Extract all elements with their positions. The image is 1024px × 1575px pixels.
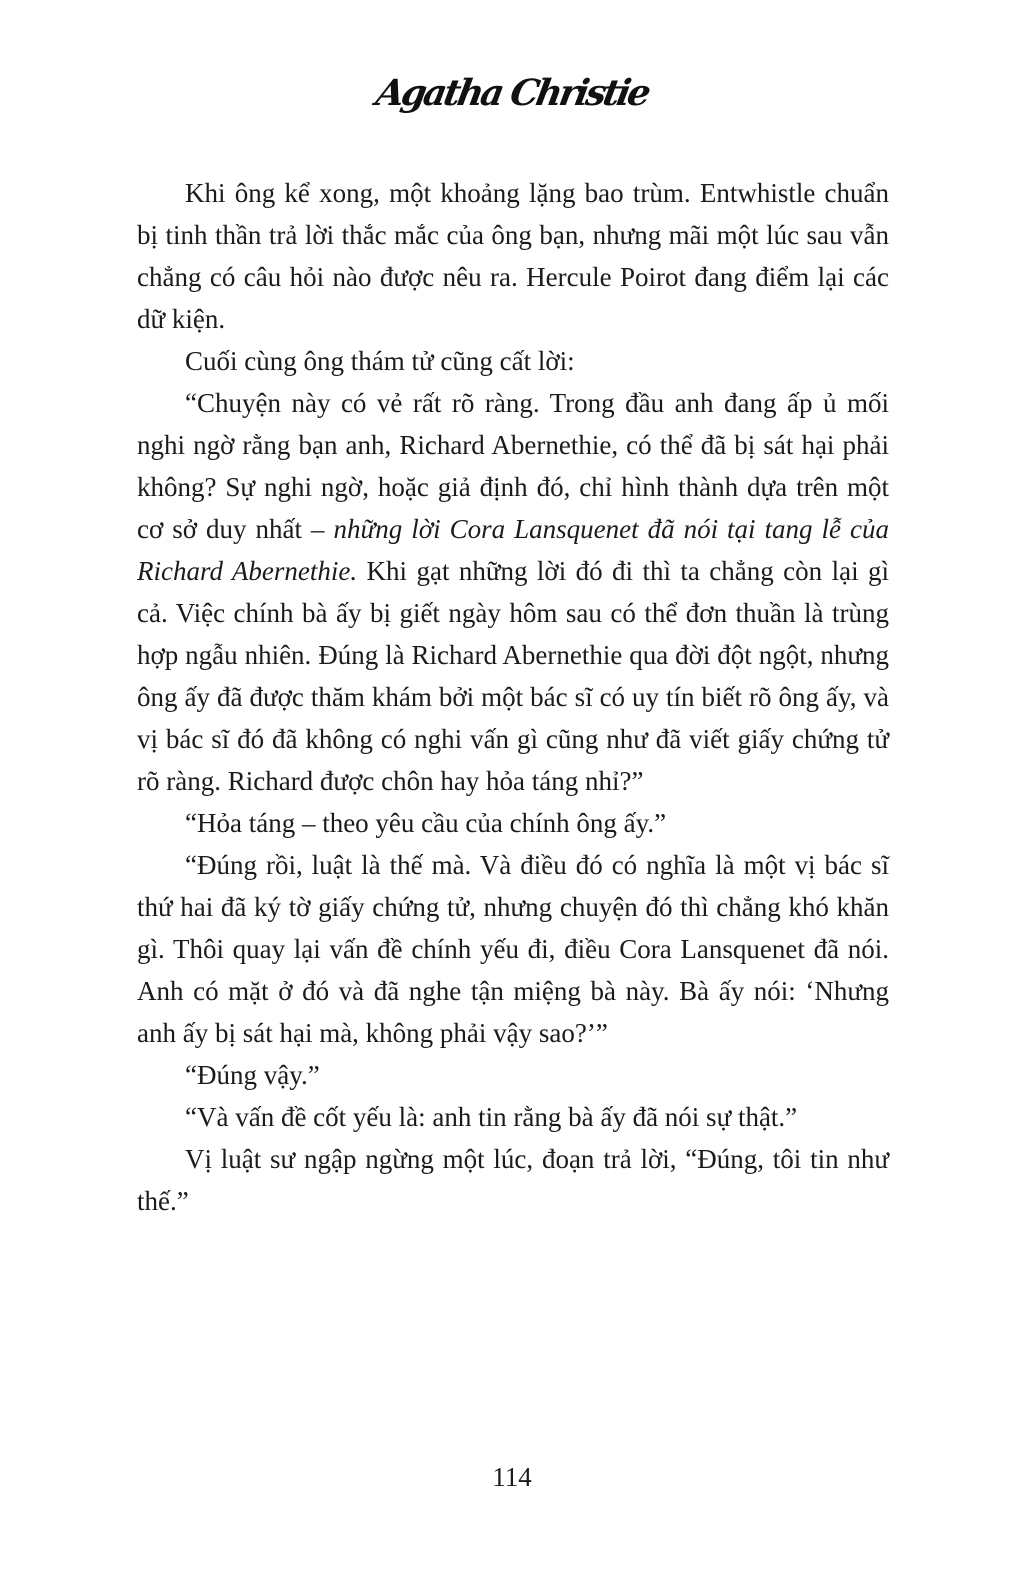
author-signature-text: Agatha Christie: [372, 72, 652, 114]
paragraph-3-text-after: Khi gạt những lời đó đi thì ta chẳng còn lại gì cả. Việc chính bà ấy bị giết ngày hôm sau có thể đơn thuần là trùng hợp ngẫu nhiên. Đúng là Richard Abernethie qua đời đột ngột, nhưng ông ấy đã được thăm khám bởi một bác sĩ có uy tín biết rõ ông ấy, và vị bác sĩ đó đã không có nghi vấn gì cũng như đã viết giấy chứng tử rõ ràng. Richard được chôn hay hỏa táng nhỉ?”: [137, 556, 889, 796]
paragraph-3-text: “Chuyện này có vẻ rất rõ ràng. Trong đầu anh đang ấp ủ mối nghi ngờ rằng bạn anh, Richard Abernethie, có thể đã bị sát hại phải không? Sự nghi ngờ, hoặc giả định đó, chỉ hình thành dựa trên một cơ sở duy nhất –: [137, 388, 889, 544]
paragraph-2: Cuối cùng ông thám tử cũng cất lời:: [185, 346, 575, 376]
page-body: [137, 172, 889, 1222]
paragraph-4: “Hỏa táng – theo yêu cầu của chính ông ấy.”: [185, 808, 667, 838]
paragraph-7: “Và vấn đề cốt yếu là: anh tin rằng bà ấy đã nói sự thật.”: [185, 1102, 798, 1132]
paragraph-1: Khi ông kể xong, một khoảng lặng bao trùm. Entwhistle chuẩn bị tinh thần trả lời thắc mắc của ông bạn, nhưng mãi một lúc sau vẫn chẳng có câu hỏi nào được nêu ra. Hercule Poirot đang điểm lại các dữ kiện.: [137, 178, 889, 334]
author-signature: [0, 72, 1024, 116]
paragraph-5: “Đúng rồi, luật là thế mà. Và điều đó có nghĩa là một vị bác sĩ thứ hai đã ký tờ giấy chứng tử, nhưng chuyện đó thì chẳng khó khăn gì. Thôi quay lại vấn đề chính yếu đi, điều Cora Lansquenet đã nói. Anh có mặt ở đó và đã nghe tận miệng bà này. Bà ấy nói: ‘Nhưng anh ấy bị sát hại mà, không phải vậy sao?’”: [137, 850, 889, 1048]
paragraph-8: Vị luật sư ngập ngừng một lúc, đoạn trả lời, “Đúng, tôi tin như thế.”: [137, 1144, 889, 1216]
paragraph-6: “Đúng vậy.”: [185, 1060, 320, 1090]
paragraph-3: [137, 382, 889, 802]
paragraph-3-italic-quote: những lời Cora Lansquenet đã nói tại tang lễ của Richard Abernethie.: [137, 514, 889, 586]
page-number: 114: [492, 1462, 532, 1492]
